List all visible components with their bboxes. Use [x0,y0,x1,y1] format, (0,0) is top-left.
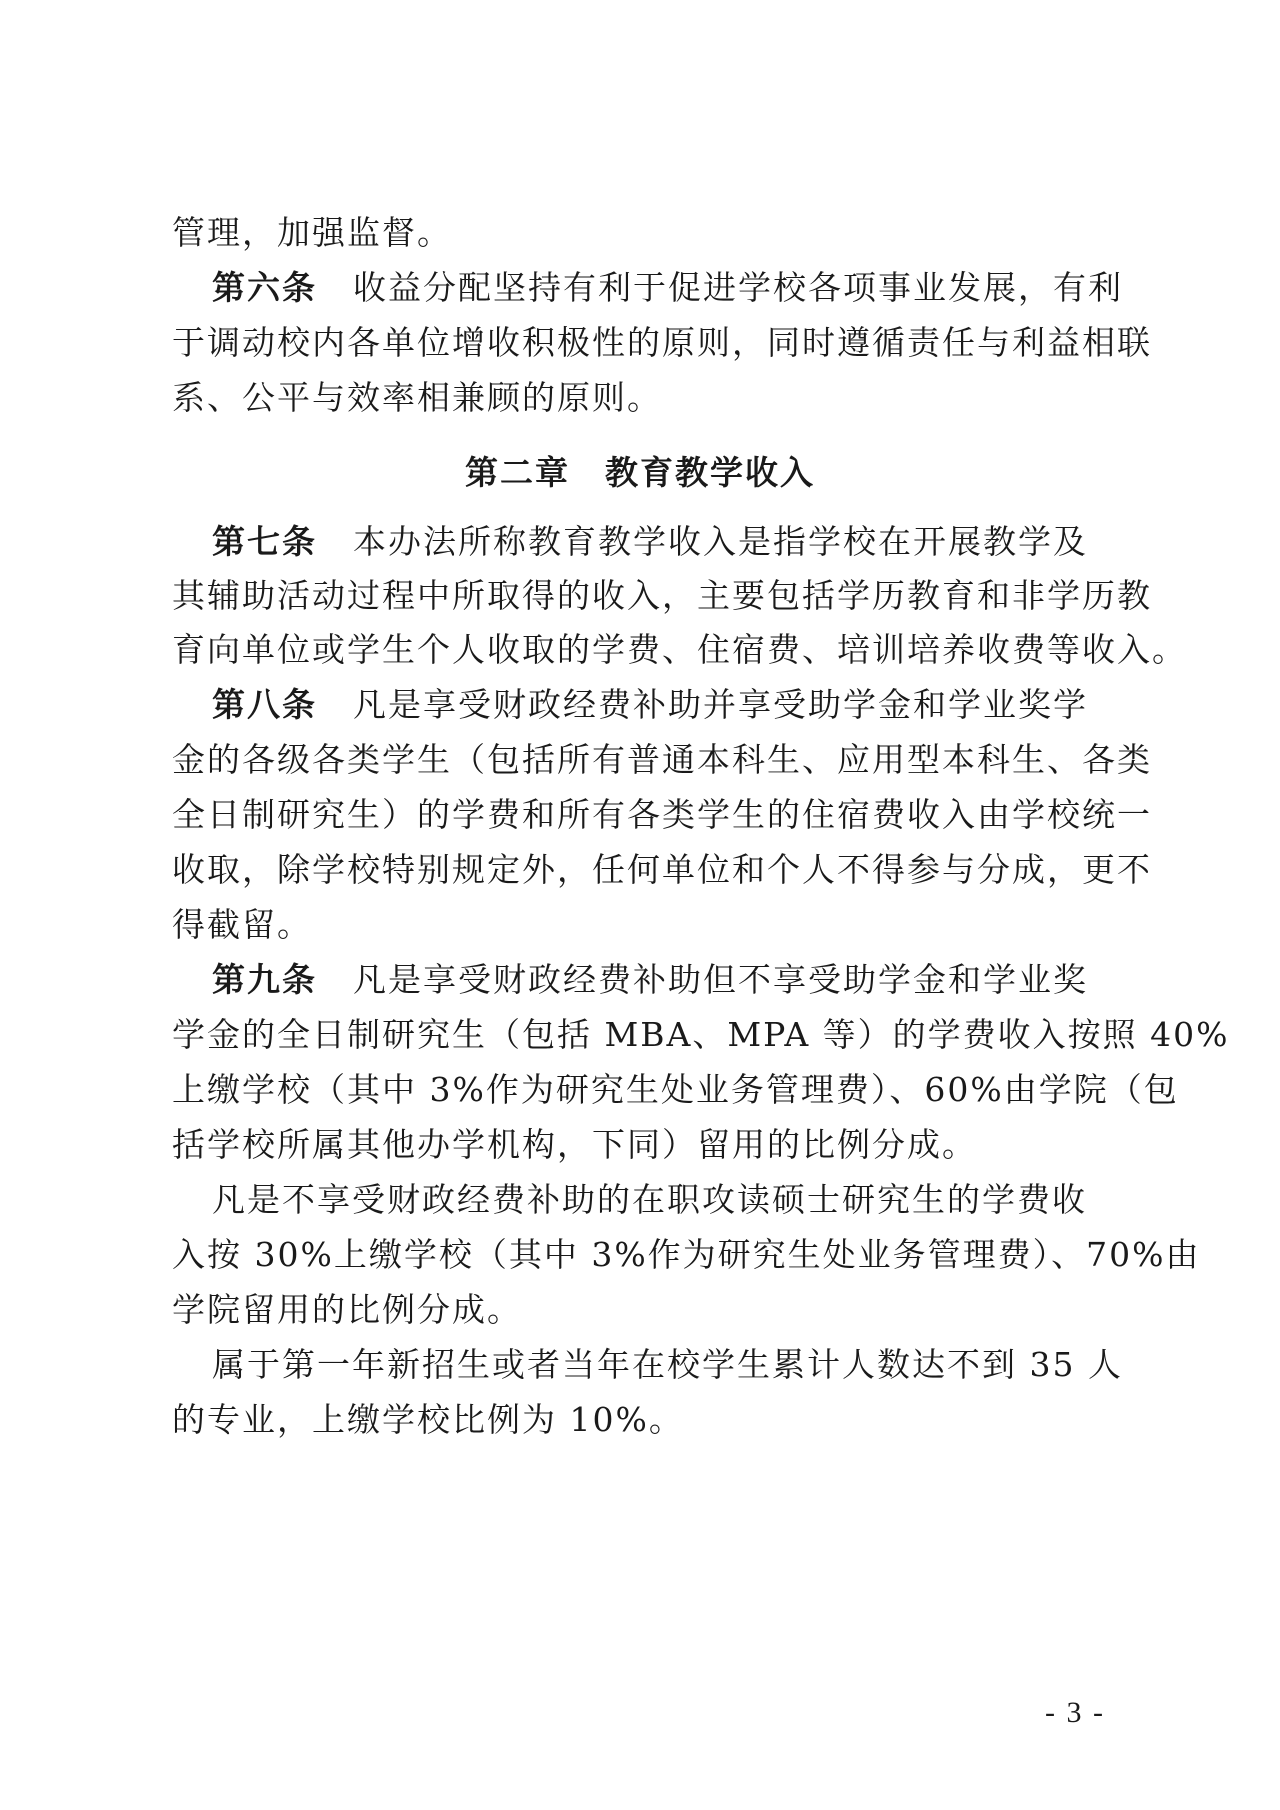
line-text: 其辅助活动过程中所取得的收入，主要包括学历教育和非学历教 [172,576,1152,615]
line-text: 上缴学校（其中 3%作为研究生处业务管理费）、60%由学院（包 [172,1070,1179,1109]
line-text: 学院留用的比例分成。 [172,1290,522,1329]
line-text: 收益分配坚持有利于促进学校各项事业发展，有利 [353,268,1123,307]
article-line [212,960,1152,1000]
line-text: 入按 30%上缴学校（其中 3%作为研究生处业务管理费）、70%由 [172,1235,1201,1274]
body-line [172,905,1112,945]
line-text: 收取，除学校特别规定外，任何单位和个人不得参与分成，更不 [172,850,1152,889]
body-line [172,850,1152,890]
body-line [172,576,1152,616]
line-text: 凡是享受财政经费补助并享受助学金和学业奖学 [353,685,1088,724]
body-line [172,213,1112,253]
line-text: 于调动校内各单位增收积极性的原则，同时遵循责任与利益相联 [172,323,1152,362]
line-text: 得截留。 [172,905,312,944]
article-line [212,268,1152,308]
body-line [172,323,1152,363]
body-line [172,1235,1201,1275]
body-line [172,795,1152,835]
line-text: 育向单位或学生个人收取的学费、住宿费、培训培养收费等收入。 [172,630,1187,669]
chapter-title: 第二章 教育教学收入 [465,453,815,492]
body-line [172,378,1112,418]
article-number: 第七条 [212,522,317,561]
line-text: 凡是享受财政经费补助但不享受助学金和学业奖 [353,960,1088,999]
line-text: 学金的全日制研究生（包括 MBA、MPA 等）的学费收入按照 40% [172,1015,1230,1054]
body-line [212,1180,1152,1220]
article-line [212,522,1152,562]
article-number: 第九条 [212,960,317,999]
body-line [172,1015,1230,1055]
line-text: 的专业，上缴学校比例为 10%。 [172,1400,684,1439]
line-text: 凡是不享受财政经费补助的在职攻读硕士研究生的学费收 [212,1180,1087,1219]
line-text: 金的各级各类学生（包括所有普通本科生、应用型本科生、各类 [172,740,1152,779]
body-line [212,1345,1152,1385]
page-number: - 3 - [1045,1696,1105,1729]
line-text: 系、公平与效率相兼顾的原则。 [172,378,662,417]
line-text: 全日制研究生）的学费和所有各类学生的住宿费收入由学校统一 [172,795,1152,834]
body-line [172,1125,1112,1165]
line-text: 括学校所属其他办学机构，下同）留用的比例分成。 [172,1125,977,1164]
body-line [172,1290,1112,1330]
body-line [172,1070,1179,1110]
article-number: 第八条 [212,685,317,724]
body-line [172,1400,1112,1440]
line-text: 本办法所称教育教学收入是指学校在开展教学及 [353,522,1088,561]
article-number: 第六条 [212,268,317,307]
body-line [172,630,1187,670]
line-text: 管理，加强监督。 [172,213,452,252]
article-line [212,685,1152,725]
body-line [172,740,1152,780]
line-text: 属于第一年新招生或者当年在校学生累计人数达不到 35 人 [212,1345,1123,1384]
